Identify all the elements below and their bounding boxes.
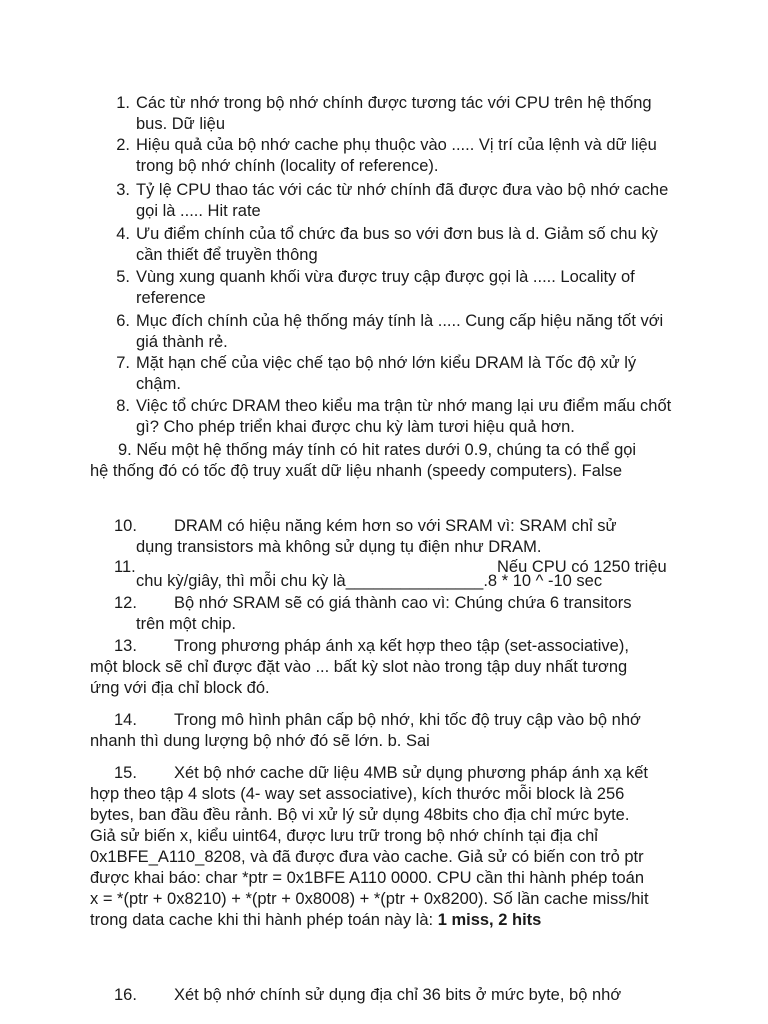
item-text: DRAM có hiệu năng kém hơn so với SRAM vì: SRAM chỉ sử dụng transistors mà không sử dụng tụ điện như DRAM.: [136, 517, 617, 556]
item-text: Trong mô hình phân cấp bộ nhớ, khi tốc độ truy cập vào bộ nhớ nhanh thì dung lượng bộ nhớ đó sẽ lớn. b. Sai: [90, 711, 641, 750]
item-text: Tỷ lệ CPU thao tác với các từ nhớ chính đã được đưa vào bộ nhớ cache gọi là ..... Hit rate: [136, 181, 669, 220]
item-text: Ưu điểm chính của tổ chức đa bus so với đơn bus là d. Giảm số chu kỳ cần thiết để truyền thông: [136, 225, 658, 264]
item-text: Xét bộ nhớ cache dữ liệu 4MB sử dụng phương pháp ánh xạ kết hợp theo tập 4 slots (4- way set associative), kích thước mỗi block là 256 bytes, ban đầu đều rảnh. Bộ vi xử lý sử dụng 48bits cho địa chỉ mức byte. Giả sử biến x, kiểu uint64, được lưu trữ trong bộ nhớ chính tại địa chỉ 0x1BFE_A110_8208, và đã được đưa vào cache. Giả sử có biến con trỏ ptr được khai báo: char *ptr = 0x1BFE A110 0000. CPU cần thi hành phép toán x = *(ptr + 0x8210) + *(ptr + 0x8008) + *(ptr + 0x8200). Số lần cache miss/hit trong data cache khi thi hành phép toán này là:: [90, 764, 649, 929]
list-item: [90, 763, 650, 931]
item-number: 16.: [114, 986, 137, 1004]
item-number: 4.: [116, 225, 130, 243]
item-number: 7.: [116, 354, 130, 372]
item-number: 6.: [116, 312, 130, 330]
item-text: Nếu một hệ thống máy tính có hit rates dưới 0.9, chúng ta có thể gọi hệ thống đó có tốc độ truy xuất dữ liệu nhanh (speedy computers). False: [90, 441, 637, 480]
item-text-right: Nếu CPU có 1250 triệu: [497, 558, 667, 576]
item-number: 9.: [118, 441, 132, 459]
item-text: Trong phương pháp ánh xạ kết hợp theo tập (set-associative), một block sẽ chỉ được đặt vào ... bất kỳ slot nào trong tập duy nhất tương ứng với địa chỉ block đó.: [90, 637, 629, 697]
list-item: [90, 985, 650, 1006]
list-item: [90, 710, 650, 752]
item-number: 5.: [116, 268, 130, 286]
item-number: 14.: [114, 711, 137, 729]
item-number: 8.: [116, 397, 130, 415]
item-text: Xét bộ nhớ chính sử dụng địa chỉ 36 bits ở mức byte, bộ nhớ: [174, 986, 622, 1004]
item-number: 10.: [114, 517, 137, 535]
item-number: 2.: [116, 136, 130, 154]
item-number: 12.: [114, 594, 137, 612]
item-text: Các từ nhớ trong bộ nhớ chính được tương tác với CPU trên hệ thống bus. Dữ liệu: [136, 94, 652, 133]
item-number: 13.: [114, 637, 137, 655]
item-number: 1.: [116, 94, 130, 112]
item-number: 15.: [114, 764, 137, 782]
item-text: Bộ nhớ SRAM sẽ có giá thành cao vì: Chúng chứa 6 transitors trên một chip.: [136, 594, 632, 633]
answer-bold: 1 miss, 2 hits: [437, 911, 542, 929]
item-text: Vùng xung quanh khối vừa được truy cập được gọi là ..... Locality of reference: [136, 268, 635, 307]
item-number: 3.: [116, 181, 130, 199]
item-number: 11.: [114, 558, 136, 576]
item-text: Mặt hạn chế của việc chế tạo bộ nhớ lớn kiểu DRAM là Tốc độ xử lý chậm.: [136, 354, 637, 393]
list-item: [90, 440, 650, 482]
item-text: chu kỳ/giây, thì mỗi chu kỳ là_______________.8 * 10 ^ -10 sec: [136, 572, 603, 590]
list-item: [90, 636, 650, 699]
item-text: Hiệu quả của bộ nhớ cache phụ thuộc vào ..... Vị trí của lệnh và dữ liệu trong bộ nhớ chính (locality of reference).: [136, 136, 657, 175]
item-text: Mục đích chính của hệ thống máy tính là ..... Cung cấp hiệu năng tốt với giá thành rẻ.: [136, 312, 664, 351]
item-text: Việc tổ chức DRAM theo kiểu ma trận từ nhớ mang lại ưu điểm mấu chốt gì? Cho phép triển khai được chu kỳ làm tươi hiệu quả hơn.: [136, 397, 672, 436]
